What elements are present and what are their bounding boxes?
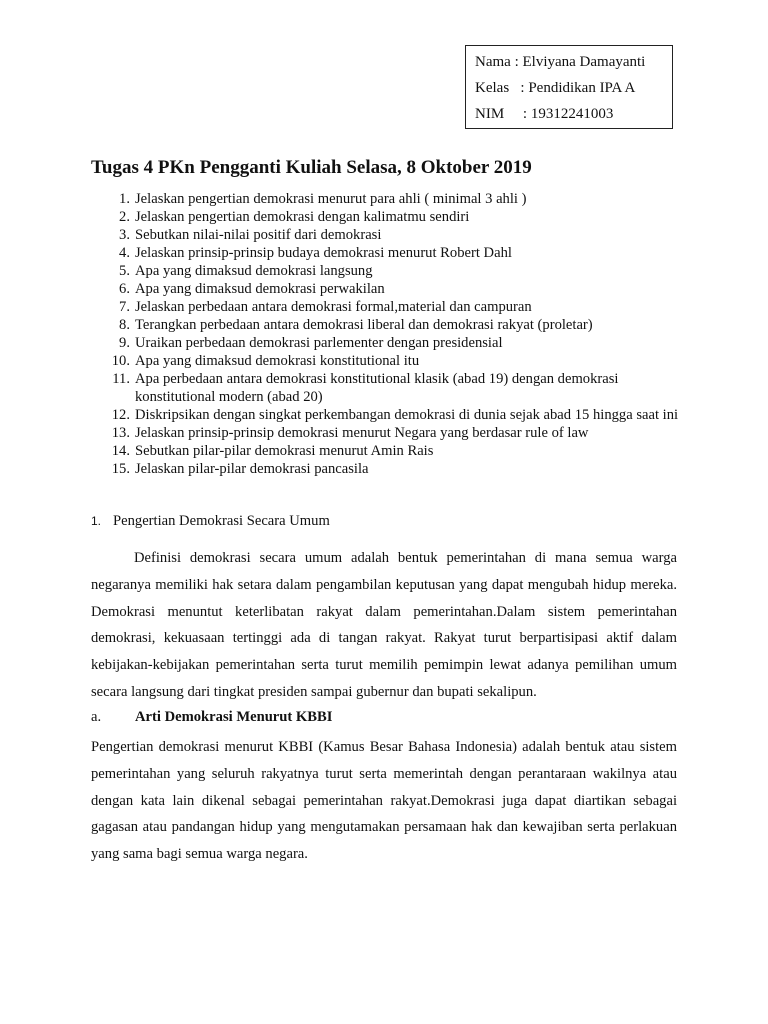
- question-number: 3.: [119, 227, 130, 243]
- question-number: 1.: [119, 191, 130, 207]
- question-number: 8.: [119, 317, 130, 333]
- question-text: Jelaskan prinsip-prinsip budaya demokrasi menurut Robert Dahl: [135, 245, 512, 261]
- question-text: Sebutkan nilai-nilai positif dari demokrasi: [135, 227, 382, 243]
- question-number: 7.: [119, 299, 130, 315]
- question-text: Jelaskan prinsip-prinsip demokrasi menurut Negara yang berdasar rule of law: [135, 425, 589, 441]
- question-number: 14.: [111, 443, 130, 459]
- section-title: Pengertian Demokrasi Secara Umum: [113, 513, 330, 529]
- question-item: [92, 352, 692, 370]
- section-heading: [91, 513, 330, 530]
- question-item: [92, 442, 692, 460]
- question-number: 6.: [119, 281, 130, 297]
- question-number: 13.: [111, 425, 130, 441]
- question-text: Uraikan perbedaan demokrasi parlementer dengan presidensial: [135, 335, 503, 351]
- question-item: [92, 370, 692, 406]
- question-number: 9.: [119, 335, 130, 351]
- question-text: Jelaskan perbedaan antara demokrasi formal,material dan campuran: [135, 299, 532, 315]
- question-text: Apa yang dimaksud demokrasi konstitutional itu: [135, 353, 420, 369]
- question-item: [92, 298, 692, 316]
- student-nim: NIM : 19312241003: [475, 106, 614, 122]
- question-item: [92, 190, 692, 208]
- question-text: Terangkan perbedaan antara demokrasi liberal dan demokrasi rakyat (proletar): [135, 317, 593, 333]
- question-text: Apa perbedaan antara demokrasi konstitutional klasik (abad 19) dengan demokrasi konstitutional modern (abad 20): [135, 371, 619, 405]
- question-number: 15.: [111, 461, 130, 477]
- question-text: Sebutkan pilar-pilar demokrasi menurut Amin Rais: [135, 443, 434, 459]
- subsection-paragraph: Pengertian demokrasi menurut KBBI (Kamus Besar Bahasa Indonesia) adalah bentuk atau sistem pemerintahan yang seluruh rakyatnya turut serta memerintah dengan perantaraan wakilnya atau dengan kata lain dikenal sebagai pemerintahan rakyat.Demokrasi juga dapat diartikan sebagai gagasan atau pandangan hidup yang mengutamakan persamaan hak dan kewajiban serta perlakuan yang sama bagi semua warga negara.: [91, 739, 677, 863]
- subsection-title: Arti Demokrasi Menurut KBBI: [135, 709, 333, 725]
- page-title: Tugas 4 PKn Pengganti Kuliah Selasa, 8 Oktober 2019: [91, 157, 532, 178]
- question-text: Jelaskan pengertian demokrasi dengan kalimatmu sendiri: [135, 209, 470, 225]
- question-number: 2.: [119, 209, 130, 225]
- student-class: Kelas : Pendidikan IPA A: [475, 80, 636, 96]
- subsection-number: a.: [91, 709, 102, 725]
- student-name: Nama : Elviyana Damayanti: [475, 54, 646, 70]
- question-number: 4.: [119, 245, 130, 261]
- question-item: [92, 316, 692, 334]
- question-text: Apa yang dimaksud demokrasi perwakilan: [135, 281, 385, 297]
- subsection-heading: [91, 709, 332, 726]
- question-text: Jelaskan pilar-pilar demokrasi pancasila: [135, 461, 369, 477]
- question-item: [92, 208, 692, 226]
- question-item: [92, 244, 692, 262]
- question-item: [92, 460, 692, 478]
- question-number: 5.: [119, 263, 130, 279]
- question-number: 11.: [112, 371, 130, 387]
- question-item: [92, 334, 692, 352]
- question-number: 10.: [111, 353, 130, 369]
- question-item: [92, 424, 692, 442]
- question-text: Jelaskan pengertian demokrasi menurut para ahli ( minimal 3 ahli ): [135, 191, 527, 207]
- question-text: Diskripsikan dengan singkat perkembangan demokrasi di dunia sejak abad 15 hingga saat ini: [135, 407, 679, 423]
- question-list: [92, 190, 692, 478]
- question-item: [92, 262, 692, 280]
- question-text: Apa yang dimaksud demokrasi langsung: [135, 263, 373, 279]
- question-item: [92, 406, 692, 424]
- section-paragraph: Definisi demokrasi secara umum adalah bentuk pemerintahan di mana semua warga negaranya memiliki hak setara dalam pengambilan keputusan yang dapat mengubah hidup mereka. Demokrasi menuntut keterlibatan rakyat dalam pemerintahan.Dalam sistem pemerintahan demokrasi, kekuasaan tertinggi ada di tangan rakyat. Rakyat turut berpartisipasi aktif dalam kebijakan-kebijakan pemerintahan serta turut memilih pemimpin lewat adanya pemilihan umum secara langsung dari tingkat presiden sampai gubernur dan bupati sekalipun.: [91, 550, 677, 700]
- question-item: [92, 226, 692, 244]
- question-number: 12.: [111, 407, 130, 423]
- question-item: [92, 280, 692, 298]
- section-number: 1.: [91, 514, 102, 528]
- student-info-box: [465, 45, 673, 129]
